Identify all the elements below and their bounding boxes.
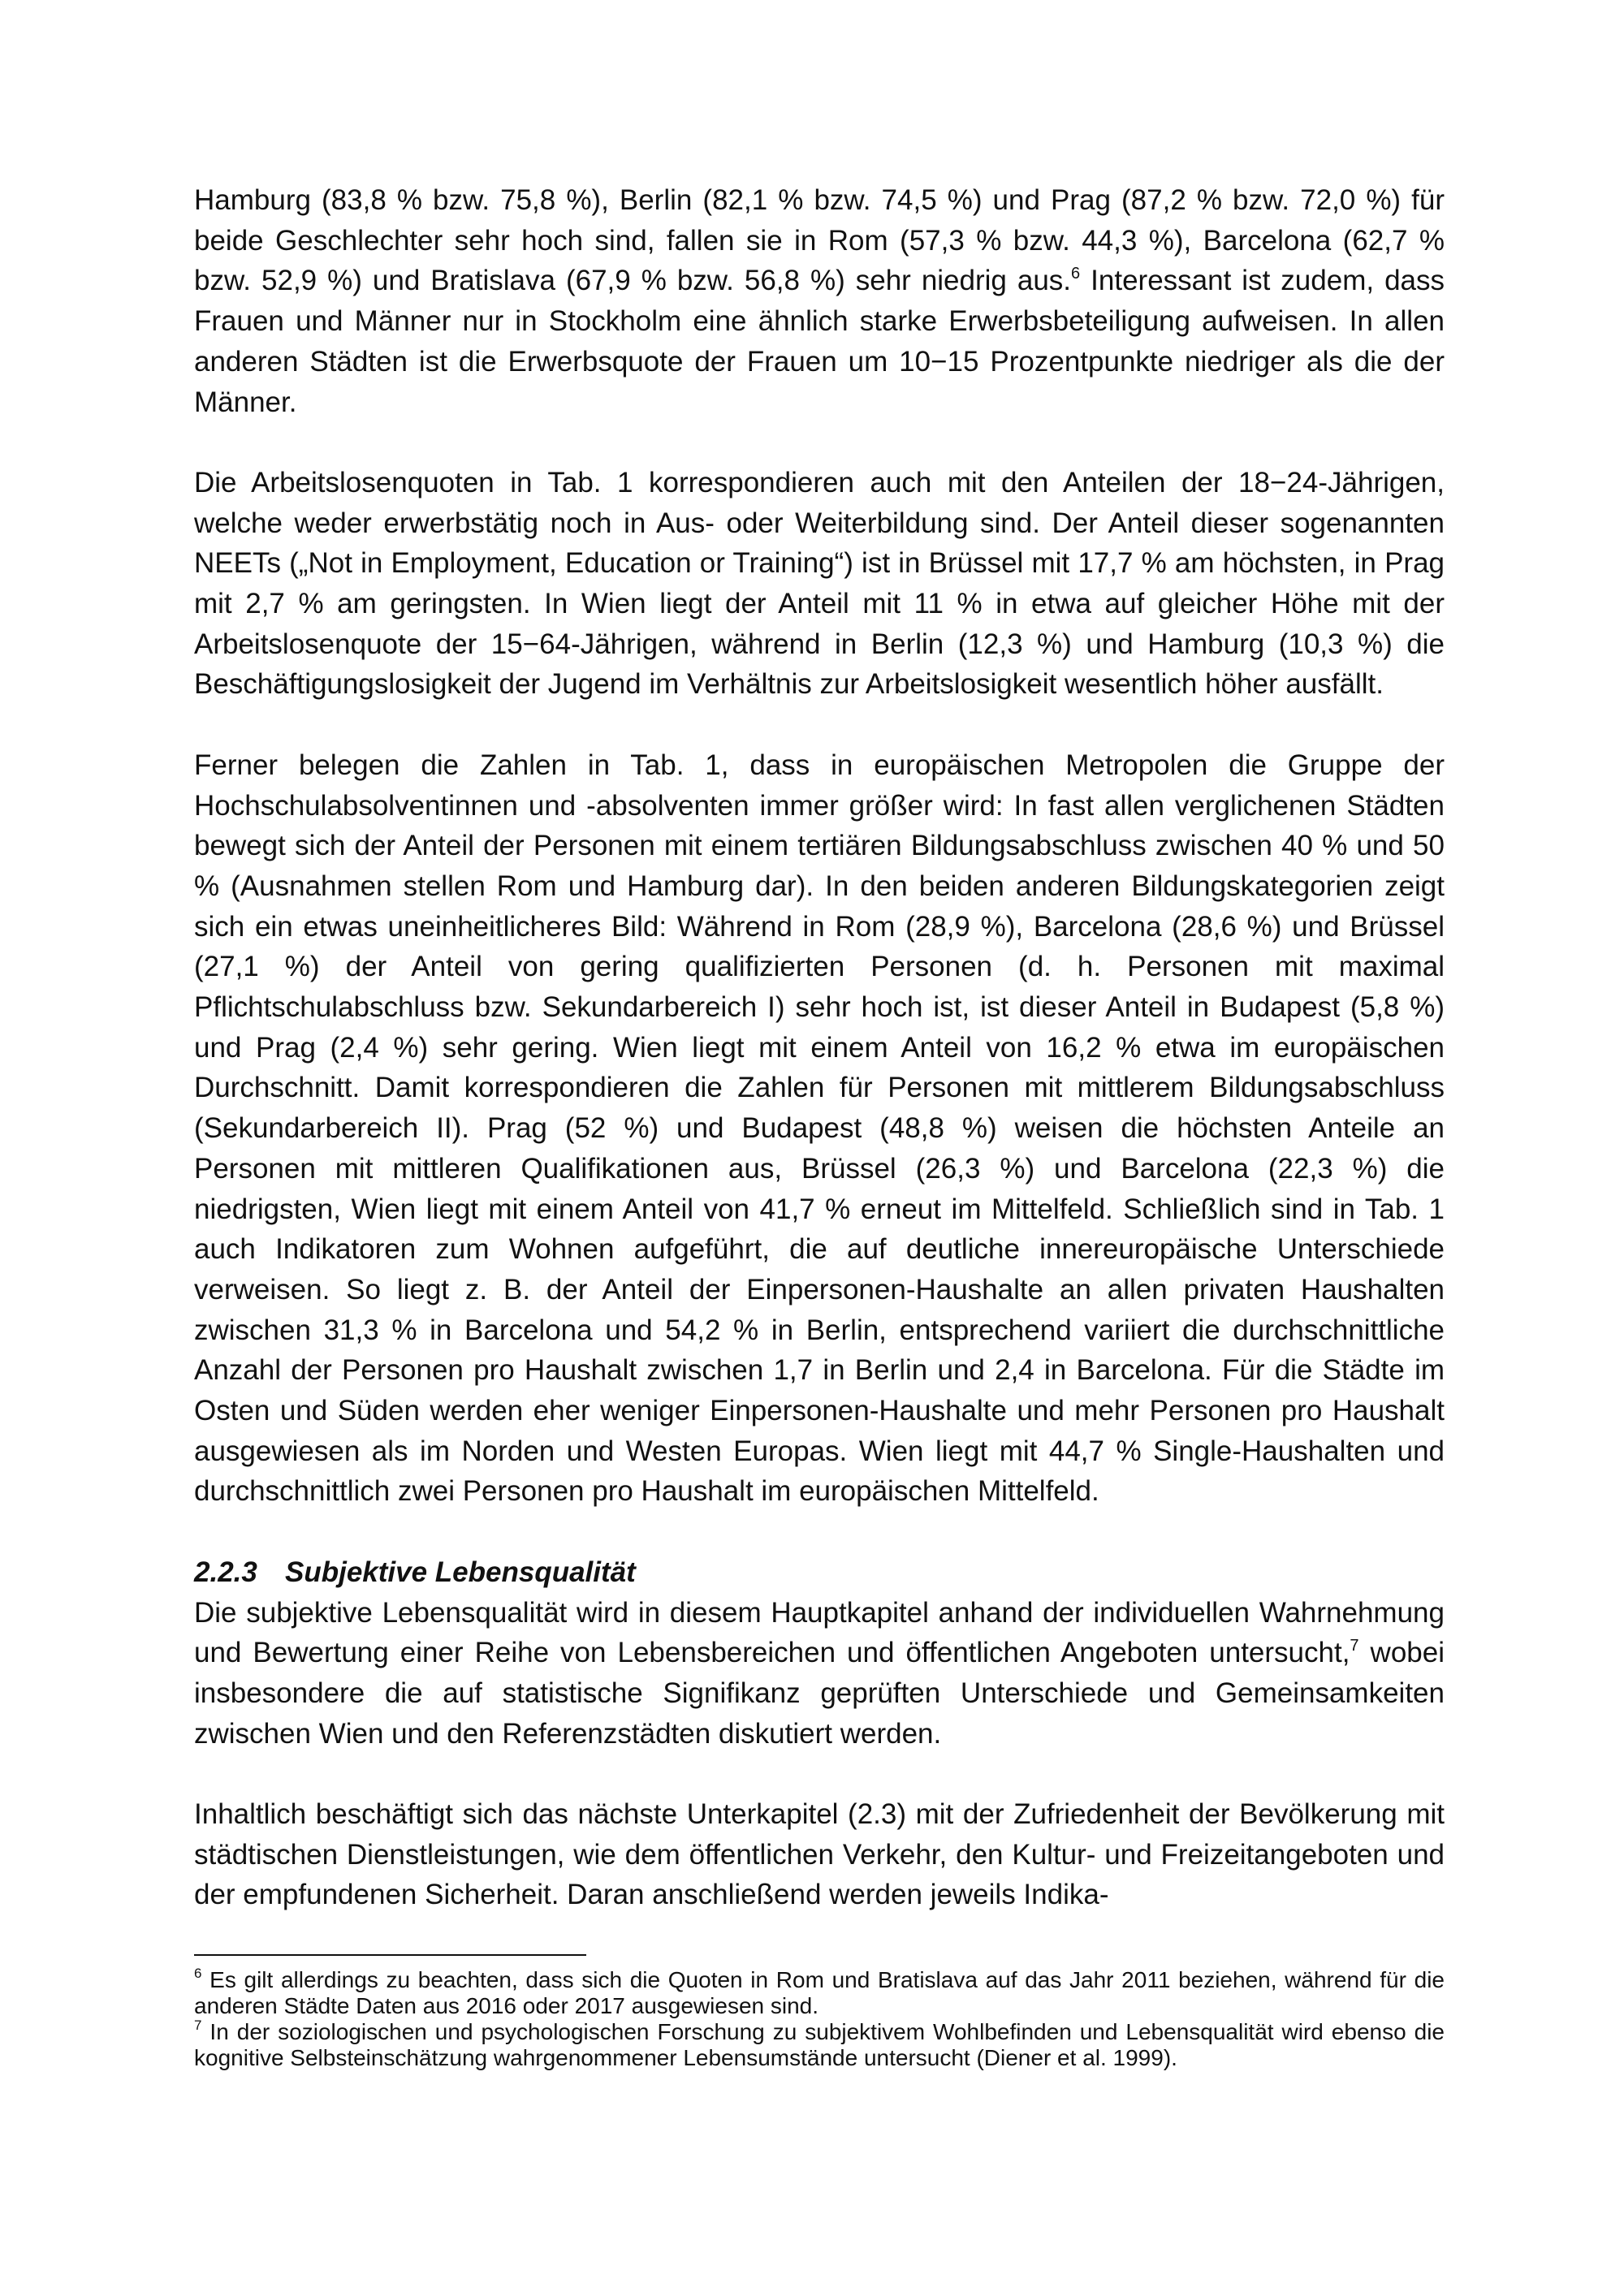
paragraph-text: Interessant ist zudem, dass Frauen und Männer nur in Stockholm eine ähnlich starke Erwerbsbeteiligung aufweisen. In allen anderen Städten ist die Erwerbsquote der Frauen um 10−15 Prozentpunkte niedriger als die der Männer.	[194, 265, 1445, 418]
footnote-7	[194, 2019, 1445, 2071]
footnote-text: Es gilt allerdings zu beachten, dass sich die Quoten in Rom und Bratislava auf das Jahr 2011 beziehen, während für die anderen Städte Daten aus 2016 oder 2017 ausgewiesen sind.	[194, 1967, 1445, 2019]
document-page	[194, 180, 1445, 2071]
paragraph-text: wobei insbesondere die auf statistische Signifikanz geprüften Unterschiede und Gemeinsamkeiten zwischen Wien und den Referenzstädten diskutiert werden.	[194, 1637, 1445, 1750]
paragraph-neets: Die Arbeitslosenquoten in Tab. 1 korrespondieren auch mit den Anteilen der 18−24-Jährigen, welche weder erwerbstätig noch in Aus- oder Weiterbildung sind. Der Anteil dieser sogenannten NEETs („Not in Employment, Education or Training“) ist in Brüssel mit 17,7 % am höchsten, in Prag mit 2,7 % am geringsten. In Wien liegt der Anteil mit 11 % in etwa auf gleicher Höhe mit der Arbeitslosenquote der 15−64-Jährigen, während in Berlin (12,3 %) und Hamburg (10,3 %) die Beschäftigungslosigkeit der Jugend im Verhältnis zur Arbeitslosigkeit wesentlich höher ausfällt.	[194, 466, 1445, 701]
footnote-number: 6	[194, 1966, 202, 1982]
paragraph-education-housing: Ferner belegen die Zahlen in Tab. 1, dass in europäischen Metropolen die Gruppe der Hochschulabsolventinnen und -absolventen immer größer wird: In fast allen verglichenen Städten bewegt sich der Anteil der Personen mit einem tertiären Bildungsabschluss zwischen 40 % und 50 % (Ausnahmen stellen Rom und Hamburg dar). In den beiden anderen Bildungskategorien zeigt sich ein etwas uneinheitlicheres Bild: Während in Rom (28,9 %), Barcelona (28,6 %) und Brüssel (27,1 %) der Anteil von gering qualifizierten Personen (d. h. Personen mit maximal Pflichtschulabschluss bzw. Sekundarbereich I) sehr hoch ist, ist dieser Anteil in Budapest (5,8 %) und Prag (2,4 %) sehr gering. Wien liegt mit einem Anteil von 16,2 % etwa im europäischen Durchschnitt. Damit korrespondieren die Zahlen für Personen mit mittlerem Bildungsabschluss (Sekundarbereich II). Prag (52 %) und Budapest (48,8 %) weisen die höchsten Anteile an Personen mit mittleren Qualifikationen aus, Brüssel (26,3 %) und Barcelona (22,3 %) die niedrigsten, Wien liegt mit einem Anteil von 41,7 % erneut im Mittelfeld. Schließlich sind in Tab. 1 auch Indikatoren zum Wohnen aufgeführt, die auf deutliche innereuropäische Unterschiede verweisen. So liegt z. B. der Anteil der Einpersonen-Haushalte an allen privaten Haushalten zwischen 31,3 % in Barcelona und 54,2 % in Berlin, entsprechend variiert die durchschnittliche Anzahl der Personen pro Haushalt zwischen 1,7 in Berlin und 2,4 in Barcelona. Für die Städte im Osten und Süden werden eher weniger Einpersonen-Haushalte und mehr Personen pro Haushalt ausgewiesen als im Norden und Westen Europas. Wien liegt mit 44,7 % Single-Haushalten und durchschnittlich zwei Personen pro Haushalt im europäischen Mittelfeld.	[194, 749, 1445, 1508]
paragraph-subjective-quality	[194, 1593, 1445, 1754]
footnote-ref-7[interactable]: 7	[1350, 1637, 1359, 1655]
footnote-divider	[194, 1954, 586, 1956]
footnote-ref-6[interactable]: 6	[1071, 265, 1081, 283]
paragraph-next-chapter: Inhaltlich beschäftigt sich das nächste Unterkapitel (2.3) mit der Zufriedenheit der Bevölkerung mit städtischen Dienstleistungen, wie dem öffentlichen Verkehr, den Kultur- und Freizeitangeboten und der empfundenen Sicherheit. Daran anschließend werden jeweils Indika-	[194, 1798, 1445, 1911]
footnote-number: 7	[194, 2018, 202, 2034]
footnote-6	[194, 1967, 1445, 2019]
footnote-text: In der soziologischen und psychologischen Forschung zu subjektivem Wohlbefinden und Lebensqualität wird ebenso die kognitive Selbsteinschätzung wahrgenommener Lebensumstände untersucht (Diener et al. 1999).	[194, 2019, 1445, 2071]
paragraph-text: Hamburg (83,8 % bzw. 75,8 %), Berlin (82,1 % bzw. 74,5 %) und Prag (87,2 % bzw. 72,0 %) für beide Geschlechter sehr hoch sind, fallen sie in Rom (57,3 % bzw. 44,3 %), Barcelona (62,7 % bzw. 52,9 %) und Bratislava (67,9 % bzw. 56,8 %) sehr niedrig aus.	[194, 184, 1445, 297]
section-number: 2.2.3	[194, 1556, 257, 1588]
section-heading	[194, 1552, 1445, 1593]
paragraph-employment-rates	[194, 180, 1445, 422]
section-title: Subjektive Lebensqualität	[285, 1556, 636, 1588]
paragraph-text: Die subjektive Lebensqualität wird in diesem Hauptkapitel anhand der individuellen Wahrnehmung und Bewertung einer Reihe von Lebensbereichen und öffentlichen Angeboten untersucht,	[194, 1596, 1445, 1669]
